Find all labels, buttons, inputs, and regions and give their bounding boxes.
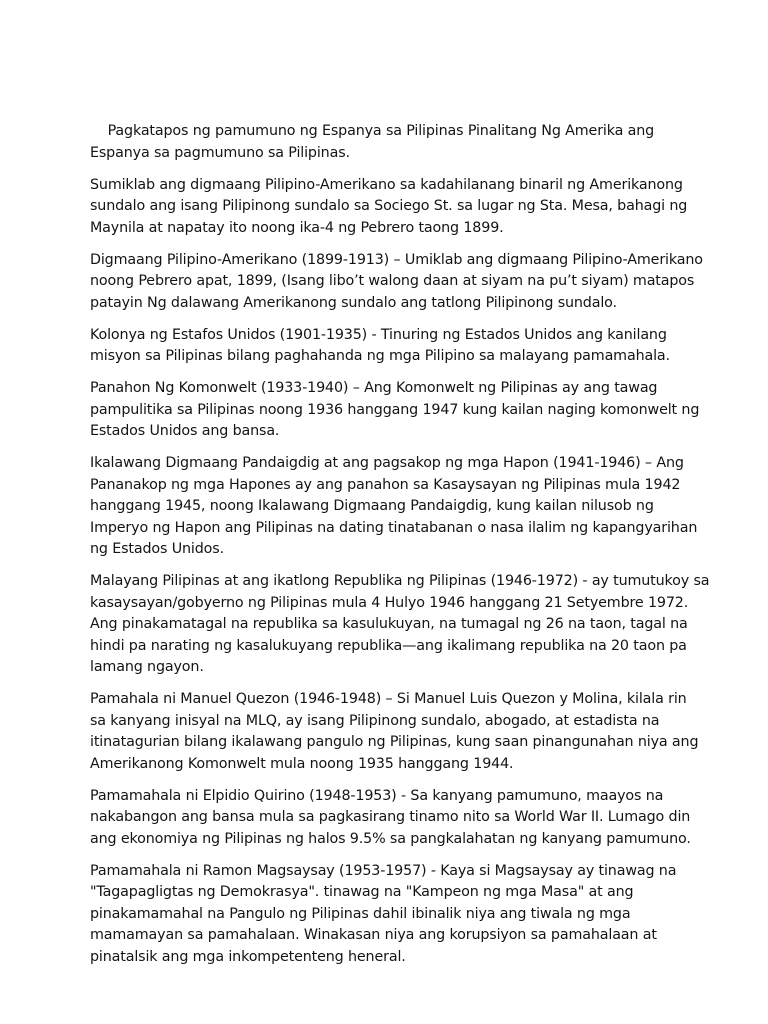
paragraph-4 bbox=[90, 325, 688, 368]
text-line: ng Estados Unidos. bbox=[90, 541, 224, 557]
text-line: Estados Unidos ang bansa. bbox=[90, 423, 280, 439]
text-line: kasaysayan/gobyerno ng Pilipinas mula 4 Hulyo 1946 hanggang 21 Setyembre 1972. bbox=[90, 594, 689, 611]
text-line: pinakamamahal na Pangulo ng Pilipinas dahil ibinalik niya ang tiwala ng mga bbox=[90, 905, 631, 922]
document-page bbox=[90, 121, 710, 979]
text-line: lamang ngayon. bbox=[90, 659, 204, 675]
text-line: hanggang 1945, noong Ikalawang Digmaang Pandaigdig, kung kailan nilusob ng bbox=[90, 498, 654, 514]
text-line: nakabangon ang bansa mula sa pagkasirang tinamo nito sa World War II. Lumago din bbox=[90, 809, 691, 825]
text-line: Amerikanong Komonwelt mula noong 1935 hanggang 1944. bbox=[90, 755, 514, 772]
text-line: Pamamahala ni Elpidio Quirino (1948-1953) - Sa kanyang pamumuno, maayos na bbox=[90, 787, 664, 804]
paragraph-1 bbox=[90, 121, 688, 164]
paragraph-8 bbox=[90, 689, 699, 775]
text-line: Pananakop ng mga Hapones ay ang panahon sa Kasaysayan ng Pilipinas mula 1942 bbox=[90, 476, 681, 493]
paragraph-7 bbox=[90, 571, 710, 679]
paragraph-3 bbox=[90, 250, 703, 315]
text-line: noong Pebrero apat, 1899, (Isang libo’t walong daan at siyam na pu’t siyam) matapos bbox=[90, 273, 695, 289]
text-line: misyon sa Pilipinas bilang paghahanda ng mga Pilipino sa malayang pamamahala. bbox=[90, 348, 670, 364]
text-line: Ikalawang Digmaang Pandaigdig at ang pagsakop ng mga Hapon (1941-1946) – Ang bbox=[90, 455, 684, 471]
text-line: pampulitika sa Pilipinas noong 1936 hanggang 1947 kung kailan naging komonwelt ng bbox=[90, 401, 700, 418]
text-line: itinatagurian bilang ikalawang pangulo ng Pilipinas, kung saan pinangunahan niya ang bbox=[90, 734, 699, 750]
text-line: Pamahala ni Manuel Quezon (1946-1948) – Si Manuel Luis Quezon y Molina, kilala rin bbox=[90, 691, 687, 707]
text-line: hindi pa narating ng kasalukuyang republika—ang ikalimang republika na 20 taon pa bbox=[90, 637, 687, 654]
paragraph-6 bbox=[90, 453, 698, 561]
text-line: sundalo ang isang Pilipinong sundalo sa Sociego St. sa lugar ng Sta. Mesa, bahagi ng bbox=[90, 198, 688, 214]
text-line: Espanya sa pagmumuno sa Pilipinas. bbox=[90, 144, 350, 161]
text-line: Ang pinakamatagal na republika sa kasulukuyan, na tumagal ng 26 na taon, tagal na bbox=[90, 616, 688, 632]
text-line: Kolonya ng Estafos Unidos (1901-1935) - Tinuring ng Estados Unidos ang kanilang bbox=[90, 326, 667, 343]
text-line: Sumiklab ang digmaang Pilipino-Amerikano sa kadahilanang binaril ng Amerikanong bbox=[90, 176, 683, 193]
paragraph-9 bbox=[90, 786, 691, 851]
text-line: Imperyo ng Hapon ang Pilipinas na dating tinatabanan o nasa ilalim ng kapangyarihan bbox=[90, 519, 698, 536]
text-line: Maynila at napatay ito noong ika-4 ng Pebrero taong 1899. bbox=[90, 219, 504, 236]
text-line: ang ekonomiya ng Pilipinas ng halos 9.5% sa pangkalahatan ng kanyang pamumuno. bbox=[90, 830, 691, 847]
text-line: patayin Ng dalawang Amerikanong sundalo ang tatlong Pilipinong sundalo. bbox=[90, 294, 617, 311]
text-line: mamamayan sa pamahalaan. Winakasan niya ang korupsiyon sa pamahalaan at bbox=[90, 927, 657, 943]
paragraph-10 bbox=[90, 861, 688, 969]
text-line: sa kanyang inisyal na MLQ, ay isang Pilipinong sundalo, abogado, at estadista na bbox=[90, 712, 660, 729]
text-line: Panahon Ng Komonwelt (1933-1940) – Ang Komonwelt ng Pilipinas ay ang tawag bbox=[90, 380, 658, 396]
paragraph-2 bbox=[90, 175, 688, 240]
text-line: Malayang Pilipinas at ang ikatlong Republika ng Pilipinas (1946-1972) - ay tumutukoy sa bbox=[90, 573, 710, 589]
paragraph-5 bbox=[90, 378, 700, 443]
text-line: Digmaang Pilipino-Amerikano (1899-1913) – Umiklab ang digmaang Pilipino-Amerikano bbox=[90, 251, 703, 268]
text-line: "Tagapagligtas ng Demokrasya". tinawag na "Kampeon ng mga Masa" at ang bbox=[90, 884, 634, 900]
text-line: Pamamahala ni Ramon Magsaysay (1953-1957) - Kaya si Magsaysay ay tinawag na bbox=[90, 862, 677, 879]
text-line: Pagkatapos ng pamumuno ng Espanya sa Pilipinas Pinalitang Ng Amerika ang bbox=[90, 123, 655, 139]
text-line: pinatalsik ang mga inkompetenteng heneral. bbox=[90, 948, 406, 965]
